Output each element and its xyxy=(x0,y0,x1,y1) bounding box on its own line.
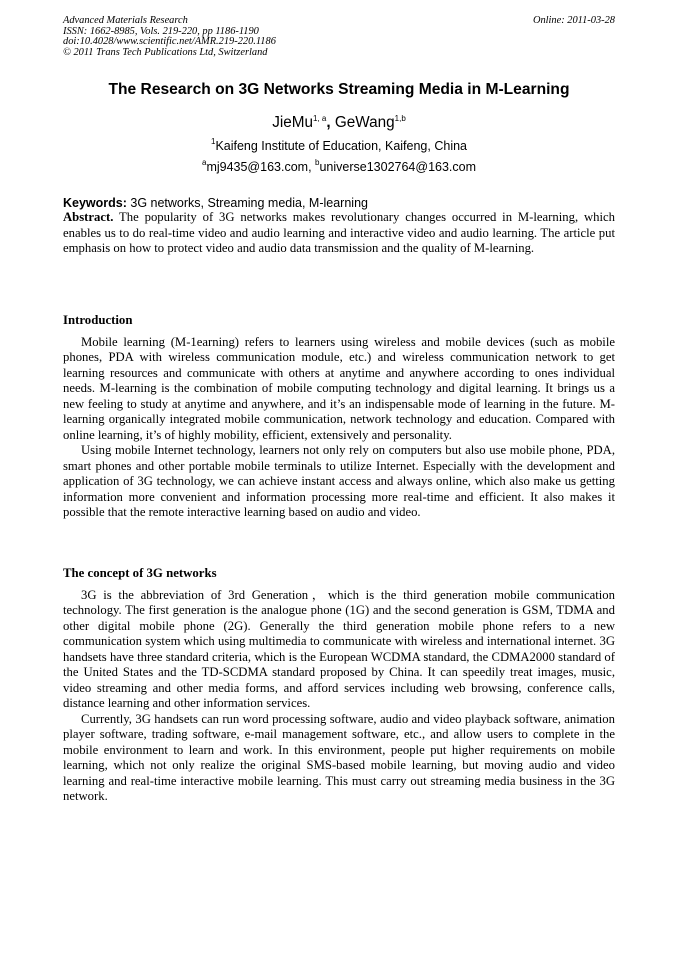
keywords-text: 3G networks, Streaming media, M-learning xyxy=(126,196,368,210)
author-2-sup: 1,b xyxy=(394,114,406,123)
introduction-section xyxy=(63,313,615,521)
concept-heading: The concept of 3G networks xyxy=(63,566,217,580)
paper-title: The Research on 3G Networks Streaming Media in M-Learning xyxy=(108,81,570,98)
issn-line: ISSN: 1662-8985, Vols. 219-220, pp 1186-1190 xyxy=(63,25,259,37)
introduction-heading: Introduction xyxy=(63,313,133,327)
author-line xyxy=(63,113,615,133)
affiliation-sup: 1 xyxy=(210,137,216,146)
author-1-name: JieMu xyxy=(272,114,314,131)
journal-name: Advanced Materials Research xyxy=(63,15,188,26)
introduction-paragraph-1: Mobile learning (M-1earning) refers to learners using wireless and mobile devices (such as mobile phones, PDA with wireless communication module, etc.) and wireless communication network to get learning resources and communicate with others at anytime and anywhere according to ones individual needs. M-learning is the combination of mobile computing technology and digital learning. It brings us a new feeling to study at anytime and anywhere, and it’s an indispensable mode of learning in the future. M-learning organically integrated mobile communication, network technology and education. Compared with online learning, it’s of highly mobility, efficient, extensively and personality. xyxy=(63,334,615,442)
doi-line: doi:10.4028/www.scientific.net/AMR.219-220.1186 xyxy=(63,36,276,48)
abstract-label: Abstract. xyxy=(63,210,114,224)
abstract-text: The popularity of 3G networks makes revolutionary changes occurred in M-learning, which enables us to do real-time video and audio learning and interactive video and audio learning. The article put emphasis on how to protect video and audio data transmission and the quality of M-learning. xyxy=(63,210,615,255)
affiliation-text: Kaifeng Institute of Education, Kaifeng, China xyxy=(215,139,467,153)
email-line xyxy=(63,159,615,175)
affiliation xyxy=(63,138,615,154)
email-a-sup: a xyxy=(201,158,207,167)
email-b: universe1302764@163.com xyxy=(319,160,477,174)
keywords-label: Keywords: xyxy=(63,196,127,210)
copyright-line: © 2011 Trans Tech Publications Ltd, Switzerland xyxy=(63,47,268,59)
introduction-paragraph-2: Using mobile Internet technology, learners not only rely on computers but also use mobile phone, PDA, smart phones and other portable mobile terminals to utilize Internet. Especially with the development and application of 3G technology, we can achieve instant access and always online, which also make us getting information more convenient and information processing more real-time and efficient. It also makes it possible that the remote interactive learning based on audio and video. xyxy=(63,443,615,519)
author-1-sup: 1, a xyxy=(313,114,327,123)
concept-section xyxy=(63,566,615,805)
abstract-paragraph xyxy=(63,210,615,257)
email-a: mj9435@163.com, xyxy=(206,160,316,174)
concept-paragraph-2: Currently, 3G handsets can run word processing software, audio and video playback software, animation player software, trading software, e-mail management software, etc., and allow users to complete in the mobile environment to learn and work. In this environment, people put higher requirements on mobile learning, which not only realize the original SMS-based mobile learning, but moving audio and video learning and real-time interactive mobile learning. This must carry out streaming media business in the 3G network. xyxy=(63,711,615,803)
journal-header xyxy=(63,16,615,59)
author-separator: , xyxy=(326,114,335,131)
email-b-sup: b xyxy=(315,158,320,167)
keywords xyxy=(63,195,615,211)
abstract xyxy=(63,210,615,257)
author-2-name: GeWang xyxy=(334,114,395,131)
online-date: Online: 2011-03-28 xyxy=(532,15,615,26)
concept-paragraph-1: 3G is the abbreviation of 3rd Generation，which is the third generation mobile communication technology. The first generation is the analogue phone (1G) and the second generation is GSM, TDMA and other digital mobile phone (2G). Generally the third generation mobile phone refers to a new communication system which using multimedia to communicate with wireless and international internet. 3G handsets have three standard criteria, which is the European WCDMA standard, the CDMA2000 standard of the United States and the TD-SCDMA standard proposed by China. It can speedily treat images, music, video streaming and other media forms, and afford services including web browsing, conference calls, distance learning and other information services. xyxy=(63,587,615,710)
